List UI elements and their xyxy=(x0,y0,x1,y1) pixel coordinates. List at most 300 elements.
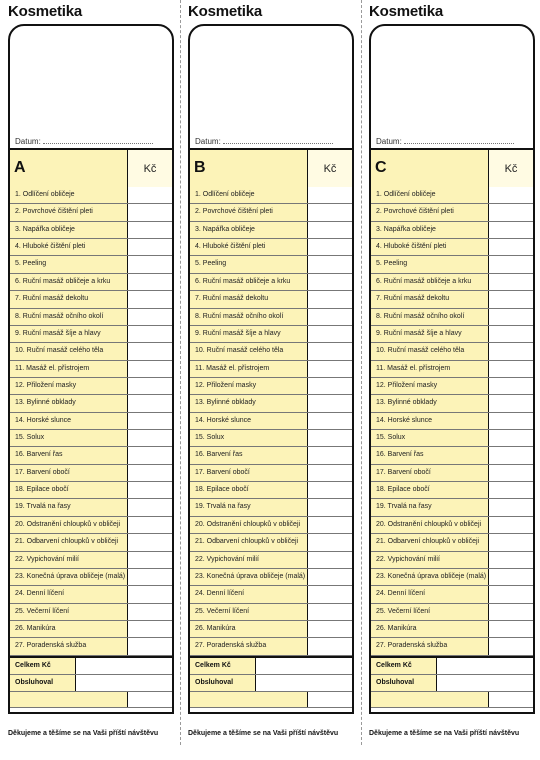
service-row xyxy=(190,499,352,516)
price-cell[interactable] xyxy=(488,569,533,585)
price-cell[interactable] xyxy=(307,604,352,620)
price-cell[interactable] xyxy=(488,378,533,394)
service-label: 2. Povrchové čištění pleti xyxy=(376,208,454,216)
service-label: 2. Povrchové čištění pleti xyxy=(195,208,273,216)
price-cell[interactable] xyxy=(488,586,533,602)
service-row xyxy=(371,256,533,273)
service-row xyxy=(190,274,352,291)
price-cell[interactable] xyxy=(488,552,533,568)
footer-thanks: Děkujeme a těšíme se na Vaši příští návštěvu xyxy=(369,730,520,737)
service-row xyxy=(10,534,172,551)
service-label: 22. Vypichování milií xyxy=(195,555,259,563)
service-row xyxy=(190,482,352,499)
service-label: 16. Barvení řas xyxy=(195,451,243,459)
service-label: 10. Ruční masáž celého těla xyxy=(376,347,465,355)
service-row xyxy=(190,378,352,395)
price-cell[interactable] xyxy=(127,378,172,394)
service-row xyxy=(371,222,533,239)
date-field[interactable] xyxy=(195,136,345,146)
service-row xyxy=(371,343,533,360)
price-cell[interactable] xyxy=(307,343,352,359)
service-row xyxy=(190,413,352,430)
price-cell[interactable] xyxy=(488,326,533,342)
service-label: 25. Večerní líčení xyxy=(15,607,70,615)
price-cell[interactable] xyxy=(127,604,172,620)
service-row xyxy=(190,361,352,378)
service-row xyxy=(371,291,533,308)
service-label: 16. Barvení řas xyxy=(15,451,63,459)
service-label: 24. Denní líčení xyxy=(376,590,426,598)
ticket-b xyxy=(188,0,360,760)
total-label: Celkem Kč xyxy=(376,662,412,669)
service-label: 6. Ruční masáž obličeje a krku xyxy=(376,277,472,285)
price-cell[interactable] xyxy=(488,482,533,498)
price-cell[interactable] xyxy=(488,621,533,637)
price-cell[interactable] xyxy=(488,517,533,533)
date-line xyxy=(43,136,153,144)
service-label: 9. Ruční masáž šíje a hlavy xyxy=(376,329,462,337)
service-row xyxy=(10,395,172,412)
service-label: 14. Horské slunce xyxy=(376,416,433,424)
receipt-frame xyxy=(369,24,535,714)
price-cell[interactable] xyxy=(488,309,533,325)
price-cell[interactable] xyxy=(307,326,352,342)
price-cell[interactable] xyxy=(127,586,172,602)
service-label: 16. Barvení řas xyxy=(376,451,424,459)
service-label: 22. Vypichování milií xyxy=(376,555,440,563)
total-row xyxy=(371,658,533,675)
price-cell[interactable] xyxy=(127,274,172,290)
service-label: 13. Bylinné obklady xyxy=(15,399,76,407)
price-cell[interactable] xyxy=(307,552,352,568)
service-row xyxy=(190,256,352,273)
served-by-row xyxy=(190,675,352,692)
service-row xyxy=(190,552,352,569)
ticket-a xyxy=(8,0,180,760)
price-cell[interactable] xyxy=(488,204,533,220)
price-cell[interactable] xyxy=(488,274,533,290)
date-label: Datum: xyxy=(376,137,402,146)
service-row xyxy=(371,499,533,516)
date-line xyxy=(404,136,514,144)
price-cell[interactable] xyxy=(307,586,352,602)
price-cell[interactable] xyxy=(307,430,352,446)
total-field[interactable] xyxy=(75,658,172,674)
service-row xyxy=(10,274,172,291)
service-row xyxy=(10,430,172,447)
price-cell[interactable] xyxy=(307,378,352,394)
service-row xyxy=(371,204,533,221)
service-label: 13. Bylinné obklady xyxy=(376,399,437,407)
service-label: 14. Horské slunce xyxy=(15,416,72,424)
price-cell[interactable] xyxy=(488,447,533,463)
service-label: 20. Odstranění chloupků v obličeji xyxy=(15,520,121,528)
service-row xyxy=(371,569,533,586)
service-row xyxy=(371,482,533,499)
brand-title: Kosmetika xyxy=(369,3,444,20)
service-label: 23. Konečná úprava obličeje (malá) xyxy=(376,572,487,580)
service-label: 19. Trvalá na řasy xyxy=(376,503,432,511)
service-label: 25. Večerní líčení xyxy=(376,607,431,615)
service-label: 15. Solux xyxy=(195,434,225,442)
price-cell[interactable] xyxy=(127,534,172,550)
service-row xyxy=(190,187,352,204)
price-cell[interactable] xyxy=(127,309,172,325)
service-row xyxy=(10,447,172,464)
price-cell[interactable] xyxy=(307,447,352,463)
price-cell[interactable] xyxy=(127,621,172,637)
receipt-letter: B xyxy=(194,159,206,176)
totals-section xyxy=(371,656,533,716)
service-row xyxy=(10,413,172,430)
total-label: Celkem Kč xyxy=(195,662,231,669)
served-by-field[interactable] xyxy=(75,675,172,691)
cut-line-1 xyxy=(180,0,181,745)
receipt-header xyxy=(10,148,172,189)
service-list xyxy=(10,187,172,708)
service-row xyxy=(10,586,172,603)
price-cell[interactable] xyxy=(488,187,533,203)
service-row xyxy=(371,378,533,395)
cut-line-2 xyxy=(361,0,362,745)
service-row xyxy=(10,378,172,395)
service-row xyxy=(371,604,533,621)
served-by-row xyxy=(371,675,533,692)
service-label: 23. Konečná úprava obličeje (malá) xyxy=(195,572,306,580)
service-label: 17. Barvení obočí xyxy=(195,468,250,476)
served-by-label: Obsluhoval xyxy=(195,679,234,686)
service-row xyxy=(190,239,352,256)
service-label: 12. Přiložení masky xyxy=(376,381,438,389)
price-cell[interactable] xyxy=(127,239,172,255)
service-label: 3. Napářka obličeje xyxy=(195,225,255,233)
price-cell[interactable] xyxy=(307,499,352,515)
service-label: 26. Manikúra xyxy=(376,624,417,632)
footer-thanks: Děkujeme a těšíme se na Vaši příští návštěvu xyxy=(188,730,339,737)
service-row xyxy=(190,430,352,447)
service-label: 15. Solux xyxy=(376,434,406,442)
price-cell[interactable] xyxy=(127,465,172,481)
service-label: 13. Bylinné obklady xyxy=(195,399,256,407)
service-label: 18. Epilace obočí xyxy=(195,486,249,494)
service-label: 21. Odbarvení chloupků v obličeji xyxy=(195,538,299,546)
service-row xyxy=(371,309,533,326)
currency-header: Kč xyxy=(504,163,518,175)
service-label: 26. Manikúra xyxy=(195,624,236,632)
service-label: 8. Ruční masáž očního okolí xyxy=(15,312,104,320)
price-cell[interactable] xyxy=(127,187,172,203)
ticket-c xyxy=(369,0,540,760)
service-label: 1. Odlíčení obličeje xyxy=(376,191,436,198)
service-row xyxy=(371,586,533,603)
service-row xyxy=(10,517,172,534)
service-label: 21. Odbarvení chloupků v obličeji xyxy=(15,538,119,546)
service-label: 7. Ruční masáž dekoltu xyxy=(15,295,89,303)
service-label: 1. Odlíčení obličeje xyxy=(195,191,255,198)
service-label: 11. Masáž el. přístrojem xyxy=(15,364,90,372)
total-row xyxy=(190,658,352,675)
price-cell[interactable] xyxy=(307,204,352,220)
service-label: 18. Epilace obočí xyxy=(15,486,69,494)
receipt-header xyxy=(190,148,352,189)
price-cell[interactable] xyxy=(488,499,533,515)
service-label: 14. Horské slunce xyxy=(195,416,252,424)
service-row xyxy=(10,256,172,273)
price-cell[interactable] xyxy=(307,274,352,290)
currency-header-cell xyxy=(127,150,172,188)
service-row xyxy=(10,638,172,655)
service-row xyxy=(190,222,352,239)
price-cell[interactable] xyxy=(307,482,352,498)
price-cell[interactable] xyxy=(127,222,172,238)
price-cell[interactable] xyxy=(127,361,172,377)
service-row xyxy=(190,517,352,534)
price-cell[interactable] xyxy=(127,430,172,446)
price-cell[interactable] xyxy=(307,534,352,550)
service-row xyxy=(10,222,172,239)
service-label: 5. Peeling xyxy=(15,260,47,268)
price-cell[interactable] xyxy=(488,256,533,272)
service-label: 15. Solux xyxy=(15,434,45,442)
currency-header-cell xyxy=(307,150,352,188)
service-label: 10. Ruční masáž celého těla xyxy=(15,347,104,355)
service-label: 1. Odlíčení obličeje xyxy=(15,191,75,198)
served-by-row xyxy=(10,675,172,692)
service-label: 18. Epilace obočí xyxy=(376,486,430,494)
price-cell[interactable] xyxy=(307,517,352,533)
service-label: 23. Konečná úprava obličeje (malá) xyxy=(15,572,126,580)
service-row xyxy=(371,430,533,447)
price-cell[interactable] xyxy=(488,222,533,238)
service-row xyxy=(190,447,352,464)
service-row xyxy=(190,395,352,412)
service-row xyxy=(190,343,352,360)
price-cell[interactable] xyxy=(307,395,352,411)
service-label: 19. Trvalá na řasy xyxy=(15,503,71,511)
price-cell[interactable] xyxy=(127,517,172,533)
price-cell[interactable] xyxy=(127,343,172,359)
price-cell[interactable] xyxy=(127,326,172,342)
price-cell[interactable] xyxy=(488,395,533,411)
service-row xyxy=(10,291,172,308)
currency-header: Kč xyxy=(323,163,337,175)
service-row xyxy=(190,534,352,551)
service-row xyxy=(10,361,172,378)
service-label: 5. Peeling xyxy=(195,260,227,268)
service-row xyxy=(10,482,172,499)
footer-thanks: Děkujeme a těšíme se na Vaši příští návštěvu xyxy=(8,730,159,737)
receipt-letter: C xyxy=(375,159,387,176)
price-cell[interactable] xyxy=(307,291,352,307)
price-cell[interactable] xyxy=(488,413,533,429)
date-field[interactable] xyxy=(15,136,165,146)
price-cell[interactable] xyxy=(127,638,172,654)
receipt-letter: A xyxy=(14,159,26,176)
price-cell[interactable] xyxy=(488,534,533,550)
price-cell[interactable] xyxy=(307,187,352,203)
service-row xyxy=(10,621,172,638)
service-row xyxy=(371,638,533,655)
service-row xyxy=(10,187,172,204)
price-cell[interactable] xyxy=(307,361,352,377)
brand-title: Kosmetika xyxy=(8,3,83,20)
price-cell[interactable] xyxy=(307,465,352,481)
price-cell[interactable] xyxy=(127,395,172,411)
service-label: 8. Ruční masáž očního okolí xyxy=(195,312,284,320)
service-row xyxy=(10,326,172,343)
price-cell[interactable] xyxy=(307,621,352,637)
service-label: 2. Povrchové čištění pleti xyxy=(15,208,93,216)
service-row xyxy=(190,604,352,621)
service-label: 22. Vypichování milií xyxy=(15,555,79,563)
total-row xyxy=(10,658,172,675)
service-row xyxy=(371,274,533,291)
service-label: 4. Hluboké čištění pleti xyxy=(376,243,447,251)
date-label: Datum: xyxy=(15,137,41,146)
price-cell[interactable] xyxy=(488,638,533,654)
service-row xyxy=(10,465,172,482)
served-by-field[interactable] xyxy=(436,675,533,691)
price-cell[interactable] xyxy=(127,552,172,568)
totals-section xyxy=(190,656,352,716)
service-row xyxy=(10,204,172,221)
price-cell[interactable] xyxy=(127,499,172,515)
total-field[interactable] xyxy=(436,658,533,674)
served-by-label: Obsluhoval xyxy=(15,679,54,686)
price-cell[interactable] xyxy=(307,569,352,585)
receipt-frame xyxy=(188,24,354,714)
service-row xyxy=(371,447,533,464)
service-label: 4. Hluboké čištění pleti xyxy=(195,243,266,251)
service-label: 25. Večerní líčení xyxy=(195,607,250,615)
service-label: 26. Manikúra xyxy=(15,624,56,632)
service-label: 17. Barvení obočí xyxy=(376,468,431,476)
service-row xyxy=(190,586,352,603)
service-row xyxy=(190,621,352,638)
service-row xyxy=(371,239,533,256)
service-list xyxy=(371,187,533,708)
price-cell[interactable] xyxy=(307,222,352,238)
price-cell[interactable] xyxy=(307,638,352,654)
service-label: 11. Masáž el. přístrojem xyxy=(195,364,270,372)
price-cell[interactable] xyxy=(307,256,352,272)
served-by-field[interactable] xyxy=(255,675,352,691)
service-label: 27. Poradenská služba xyxy=(376,642,448,650)
receipt-frame xyxy=(8,24,174,714)
service-label: 19. Trvalá na řasy xyxy=(195,503,251,511)
price-cell[interactable] xyxy=(127,291,172,307)
served-by-label: Obsluhoval xyxy=(376,679,415,686)
service-row xyxy=(190,638,352,655)
service-label: 10. Ruční masáž celého těla xyxy=(195,347,284,355)
service-label: 24. Denní líčení xyxy=(195,590,245,598)
service-row xyxy=(371,552,533,569)
service-row xyxy=(10,239,172,256)
price-cell[interactable] xyxy=(488,239,533,255)
total-label: Celkem Kč xyxy=(15,662,51,669)
currency-header-cell xyxy=(488,150,533,188)
service-row xyxy=(10,552,172,569)
price-cell[interactable] xyxy=(307,413,352,429)
service-row xyxy=(371,621,533,638)
service-label: 11. Masáž el. přístrojem xyxy=(376,364,451,372)
price-cell[interactable] xyxy=(488,361,533,377)
currency-header: Kč xyxy=(143,163,157,175)
price-cell[interactable] xyxy=(488,465,533,481)
price-cell[interactable] xyxy=(127,413,172,429)
service-row xyxy=(10,569,172,586)
service-row xyxy=(10,309,172,326)
service-label: 12. Přiložení masky xyxy=(15,381,77,389)
service-row xyxy=(371,395,533,412)
service-row xyxy=(371,517,533,534)
price-cell[interactable] xyxy=(307,309,352,325)
service-row xyxy=(371,534,533,551)
service-row xyxy=(371,413,533,430)
service-label: 24. Denní líčení xyxy=(15,590,65,598)
service-row xyxy=(10,499,172,516)
price-cell[interactable] xyxy=(488,291,533,307)
service-row xyxy=(190,309,352,326)
price-cell[interactable] xyxy=(127,447,172,463)
service-row xyxy=(190,204,352,221)
service-label: 4. Hluboké čištění pleti xyxy=(15,243,86,251)
service-row xyxy=(371,187,533,204)
price-cell[interactable] xyxy=(127,569,172,585)
receipt-header xyxy=(371,148,533,189)
service-label: 7. Ruční masáž dekoltu xyxy=(195,295,269,303)
service-label: 20. Odstranění chloupků v obličeji xyxy=(376,520,482,528)
service-label: 9. Ruční masáž šíje a hlavy xyxy=(195,329,281,337)
service-row xyxy=(371,465,533,482)
date-line xyxy=(223,136,333,144)
service-row xyxy=(190,569,352,586)
date-field[interactable] xyxy=(376,136,526,146)
service-label: 9. Ruční masáž šíje a hlavy xyxy=(15,329,101,337)
service-list xyxy=(190,187,352,708)
price-cell[interactable] xyxy=(488,430,533,446)
total-field[interactable] xyxy=(255,658,352,674)
service-label: 5. Peeling xyxy=(376,260,408,268)
service-label: 7. Ruční masáž dekoltu xyxy=(376,295,450,303)
service-label: 27. Poradenská služba xyxy=(15,642,87,650)
service-row xyxy=(371,361,533,378)
service-label: 6. Ruční masáž obličeje a krku xyxy=(195,277,291,285)
service-label: 27. Poradenská služba xyxy=(195,642,267,650)
service-row xyxy=(371,326,533,343)
price-cell[interactable] xyxy=(488,343,533,359)
service-label: 20. Odstranění chloupků v obličeji xyxy=(195,520,301,528)
price-cell[interactable] xyxy=(488,604,533,620)
service-row xyxy=(190,465,352,482)
service-label: 3. Napářka obličeje xyxy=(376,225,436,233)
service-label: 12. Přiložení masky xyxy=(195,381,257,389)
service-row xyxy=(10,343,172,360)
service-row xyxy=(10,604,172,621)
service-label: 8. Ruční masáž očního okolí xyxy=(376,312,465,320)
service-label: 3. Napářka obličeje xyxy=(15,225,75,233)
service-label: 21. Odbarvení chloupků v obličeji xyxy=(376,538,480,546)
service-row xyxy=(190,326,352,343)
price-cell[interactable] xyxy=(127,256,172,272)
service-row xyxy=(190,291,352,308)
service-label: 17. Barvení obočí xyxy=(15,468,70,476)
brand-title: Kosmetika xyxy=(188,3,263,20)
price-cell[interactable] xyxy=(127,204,172,220)
price-cell[interactable] xyxy=(307,239,352,255)
service-label: 6. Ruční masáž obličeje a krku xyxy=(15,277,111,285)
price-cell[interactable] xyxy=(127,482,172,498)
